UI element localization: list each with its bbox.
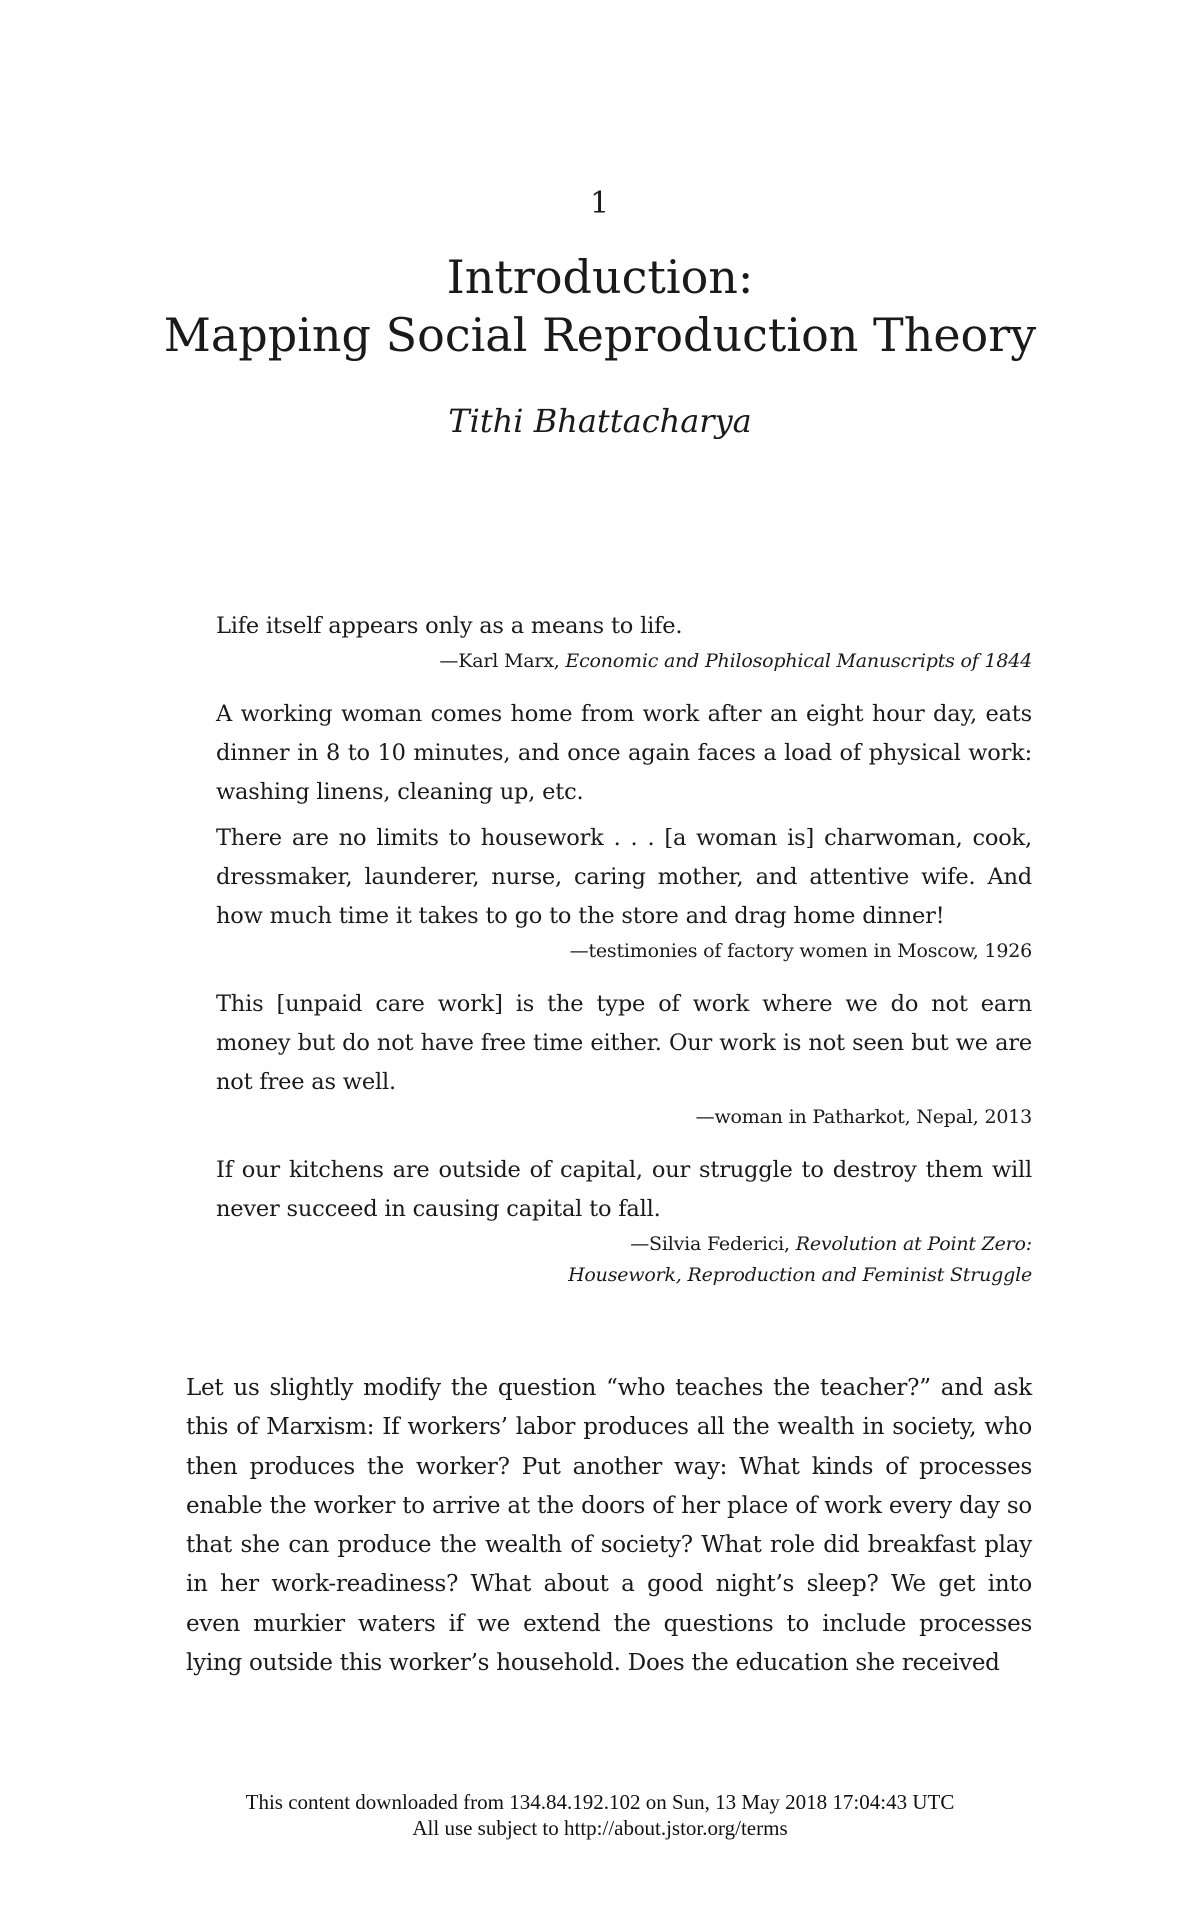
epigraph-text: If our kitchens are outside of capital, our struggle to destroy them will never succeed in causing capital to fall.	[216, 1157, 1032, 1222]
epigraph-text: This [unpaid care work] is the type of work where we do not earn money but do not have free time either. Our work is not seen but we are not free as well.	[216, 991, 1032, 1095]
chapter-author: Tithi Bhattacharya	[448, 402, 752, 440]
spacer	[216, 677, 1032, 695]
epigraph-text: There are no limits to housework . . . [a woman is] charwoman, cook, dressmaker, launderer, nurse, caring mother, and attentive wife. And how much time it takes to go to the store and drag home dinner!	[216, 825, 1032, 929]
epigraph-attribution-title: Housework, Reproduction and Feminist Struggle	[568, 1264, 1032, 1286]
chapter-title-line-1: Introduction:	[446, 250, 754, 304]
jstor-footer	[0, 1789, 1200, 1841]
epigraph-text: A working woman comes home from work after an eight hour day, eats dinner in 8 to 10 minutes, and once again faces a load of physical work: washing linens, cleaning up, etc.	[216, 701, 1032, 805]
epigraph-attribution-author: —Karl Marx,	[439, 650, 566, 672]
chapter-title	[0, 248, 1200, 364]
epigraph-attribution	[216, 1229, 1032, 1260]
download-notice: This content downloaded from 134.84.192.102 on Sun, 13 May 2018 17:04:43 UTC	[245, 1790, 955, 1814]
chapter-title-line-2: Mapping Social Reproduction Theory	[163, 308, 1037, 362]
epigraph-attribution-title: Economic and Philosophical Manuscripts of 1844	[565, 650, 1032, 672]
epigraph-attribution-continued	[216, 1260, 1032, 1291]
epigraph-attribution-title: Revolution at Point Zero:	[795, 1233, 1032, 1255]
terms-notice: All use subject to http://about.jstor.org/terms	[412, 1816, 788, 1840]
epigraph-attribution: —woman in Patharkot, Nepal, 2013	[695, 1106, 1032, 1128]
spacer	[216, 967, 1032, 985]
spacer	[216, 812, 1032, 819]
body-paragraph: Let us slightly modify the question “who teaches the teacher?” and ask this of Marxism: If workers’ labor produces all the wealth in society, who then produces the worker? Put another way: What kinds of processes enable the worker to arrive at the doors of her place of work every day so that she can produce the wealth of society? What role did breakfast play in her work-readiness? What about a good night’s sleep? We get into even murkier waters if we extend the questions to include processes lying outside this worker’s household. Does the education she received	[186, 1375, 1032, 1677]
epigraph-attribution	[216, 646, 1032, 677]
chapter-number: 1	[589, 186, 611, 221]
epigraph-attribution-author: —Silvia Federici,	[630, 1233, 796, 1255]
spacer	[216, 1133, 1032, 1151]
epigraphs	[216, 607, 1032, 1291]
epigraph-text: Life itself appears only as a means to life.	[216, 613, 683, 639]
epigraph-attribution: —testimonies of factory women in Moscow, 1926	[569, 940, 1032, 962]
